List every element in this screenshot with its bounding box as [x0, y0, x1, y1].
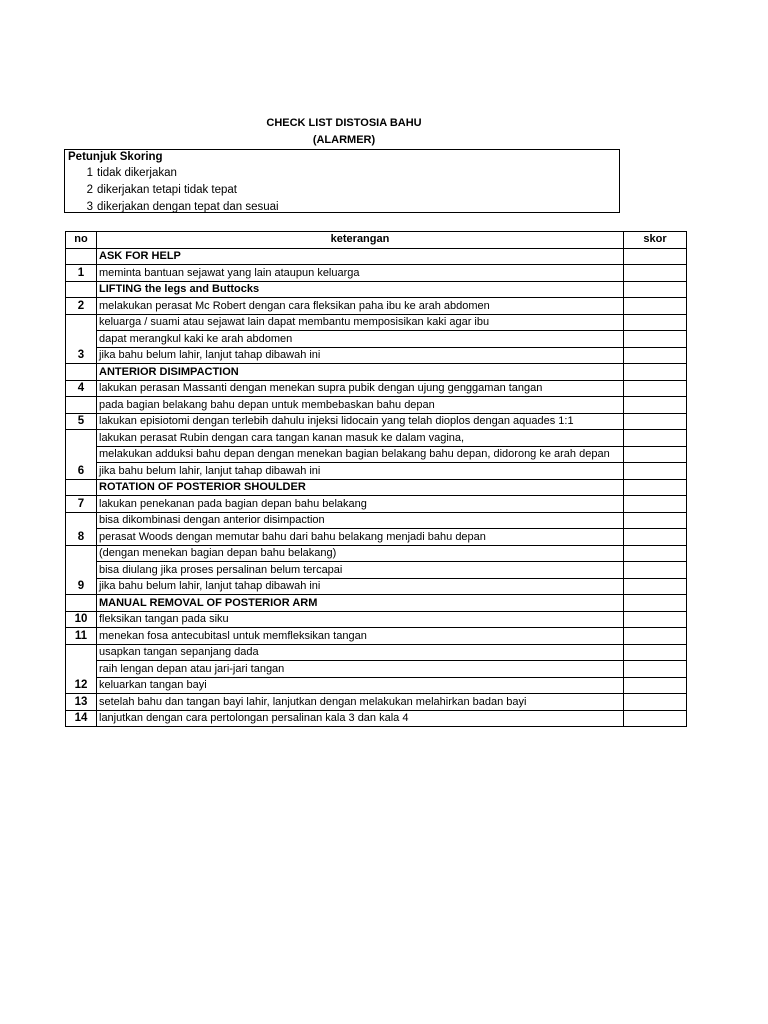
score-cell[interactable] [624, 578, 687, 595]
score-cell[interactable] [624, 710, 687, 727]
score-cell[interactable] [624, 512, 687, 529]
section-title: ANTERIOR DISIMPACTION [97, 364, 624, 381]
score-cell[interactable] [624, 628, 687, 645]
score-cell[interactable] [624, 380, 687, 397]
legend-item-number: 3 [86, 201, 93, 213]
table-row [66, 430, 687, 447]
table-row [66, 694, 687, 711]
table-row [66, 331, 687, 348]
table-row [66, 265, 687, 282]
table-row [66, 413, 687, 430]
step-text: jika bahu belum lahir, lanjut tahap dibawah ini [97, 347, 624, 364]
score-cell[interactable] [624, 265, 687, 282]
score-cell[interactable] [624, 562, 687, 579]
step-text: usapkan tangan sepanjang dada [97, 644, 624, 661]
scoring-legend [64, 149, 620, 213]
step-text: (dengan menekan bagian depan bahu belakang) [97, 545, 624, 562]
step-text: jika bahu belum lahir, lanjut tahap dibawah ini [97, 578, 624, 595]
empty-cell [66, 248, 97, 265]
score-cell[interactable] [624, 347, 687, 364]
step-text: perasat Woods dengan memutar bahu dari bahu belakang menjadi bahu depan [97, 529, 624, 546]
section-title: ASK FOR HELP [97, 248, 624, 265]
row-number: 9 [66, 545, 97, 595]
row-number: 4 [66, 380, 97, 397]
score-cell[interactable] [624, 644, 687, 661]
legend-item-text: dikerjakan tetapi tidak tepat [97, 184, 238, 196]
step-text: lakukan perasan Massanti dengan menekan supra pubik dengan ujung genggaman tangan [97, 380, 624, 397]
table-row [66, 380, 687, 397]
row-number: 3 [66, 314, 97, 364]
table-row [66, 529, 687, 546]
legend-item-text: dikerjakan dengan tepat dan sesuai [97, 201, 279, 213]
score-cell[interactable] [624, 529, 687, 546]
column-header-no: no [66, 232, 97, 249]
score-cell[interactable] [624, 661, 687, 678]
row-number: 6 [66, 430, 97, 480]
score-cell[interactable] [624, 281, 687, 298]
section-row [66, 248, 687, 265]
step-text: bisa dikombinasi dengan anterior disimpaction [97, 512, 624, 529]
step-text: bisa diulang jika proses persalinan belum tercapai [97, 562, 624, 579]
legend-heading: Petunjuk Skoring [68, 151, 163, 163]
section-row [66, 479, 687, 496]
legend-item-text: tidak dikerjakan [97, 167, 177, 179]
table-row [66, 710, 687, 727]
row-number: 10 [66, 611, 97, 628]
score-cell[interactable] [624, 364, 687, 381]
row-number: 8 [66, 512, 97, 545]
legend-item [83, 182, 237, 199]
column-header-keterangan: keterangan [97, 232, 624, 249]
table-row [66, 677, 687, 694]
legend-item-number: 1 [86, 167, 93, 179]
row-number: 11 [66, 628, 97, 645]
table-header-row [66, 232, 687, 249]
table-row [66, 661, 687, 678]
score-cell[interactable] [624, 463, 687, 480]
empty-cell [66, 364, 97, 381]
step-text: jika bahu belum lahir, lanjut tahap dibawah ini [97, 463, 624, 480]
legend-item-number: 2 [86, 184, 93, 196]
document-title: CHECK LIST DISTOSIA BAHU [266, 117, 422, 129]
score-cell[interactable] [624, 595, 687, 612]
column-header-skor: skor [624, 232, 687, 249]
row-number: 14 [66, 710, 97, 727]
row-number: 13 [66, 694, 97, 711]
score-cell[interactable] [624, 397, 687, 414]
empty-cell [66, 595, 97, 612]
step-text: lakukan episiotomi dengan terlebih dahulu injeksi lidocain yang telah dioplos dengan aquades 1:1 [97, 413, 624, 430]
step-text: keluarkan tangan bayi [97, 677, 624, 694]
score-cell[interactable] [624, 677, 687, 694]
step-text: meminta bantuan sejawat yang lain ataupun keluarga [97, 265, 624, 282]
step-text: lakukan perasat Rubin dengan cara tangan kanan masuk ke dalam vagina, [97, 430, 624, 447]
row-number: 12 [66, 644, 97, 694]
step-text: pada bagian belakang bahu depan untuk membebaskan bahu depan [97, 397, 624, 414]
score-cell[interactable] [624, 298, 687, 315]
step-text: lakukan penekanan pada bagian depan bahu belakang [97, 496, 624, 513]
score-cell[interactable] [624, 430, 687, 447]
row-number: 2 [66, 298, 97, 315]
empty-cell [66, 479, 97, 496]
table-row [66, 397, 687, 414]
score-cell[interactable] [624, 331, 687, 348]
step-text: melakukan adduksi bahu depan dengan menekan bagian belakang bahu depan, didorong ke arah depan [97, 446, 624, 463]
table-row [66, 298, 687, 315]
step-text: fleksikan tangan pada siku [97, 611, 624, 628]
empty-cell [66, 281, 97, 298]
score-cell[interactable] [624, 496, 687, 513]
table-row [66, 545, 687, 562]
table-row [66, 628, 687, 645]
row-number: 5 [66, 413, 97, 430]
table-row [66, 512, 687, 529]
table-row [66, 314, 687, 331]
step-text: menekan fosa antecubitasl untuk memfleksikan tangan [97, 628, 624, 645]
table-row [66, 446, 687, 463]
section-title: ROTATION OF POSTERIOR SHOULDER [97, 479, 624, 496]
score-cell[interactable] [624, 611, 687, 628]
score-cell[interactable] [624, 694, 687, 711]
step-text: melakukan perasat Mc Robert dengan cara fleksikan paha ibu ke arah abdomen [97, 298, 624, 315]
legend-item [83, 199, 279, 216]
legend-item [83, 165, 177, 182]
section-row [66, 364, 687, 381]
score-cell[interactable] [624, 248, 687, 265]
step-text: dapat merangkul kaki ke arah abdomen [97, 331, 624, 348]
row-number: 7 [66, 496, 97, 513]
table-row [66, 496, 687, 513]
table-row [66, 611, 687, 628]
document-subtitle: (ALARMER) [312, 134, 376, 146]
score-cell[interactable] [624, 446, 687, 463]
section-row [66, 281, 687, 298]
empty-cell [66, 397, 97, 414]
table-row [66, 578, 687, 595]
section-title: MANUAL REMOVAL OF POSTERIOR ARM [97, 595, 624, 612]
step-text: raih lengan depan atau jari-jari tangan [97, 661, 624, 678]
table-row [66, 644, 687, 661]
checklist-table [65, 231, 687, 727]
step-text: setelah bahu dan tangan bayi lahir, lanjutkan dengan melakukan melahirkan badan bayi [97, 694, 624, 711]
score-cell[interactable] [624, 545, 687, 562]
score-cell[interactable] [624, 479, 687, 496]
table-row [66, 562, 687, 579]
section-title: LIFTING the legs and Buttocks [97, 281, 624, 298]
table-row [66, 463, 687, 480]
table-row [66, 347, 687, 364]
step-text: lanjutkan dengan cara pertolongan persalinan kala 3 dan kala 4 [97, 710, 624, 727]
score-cell[interactable] [624, 314, 687, 331]
row-number: 1 [66, 265, 97, 282]
section-row [66, 595, 687, 612]
step-text: keluarga / suami atau sejawat lain dapat membantu memposisikan kaki agar ibu [97, 314, 624, 331]
score-cell[interactable] [624, 413, 687, 430]
